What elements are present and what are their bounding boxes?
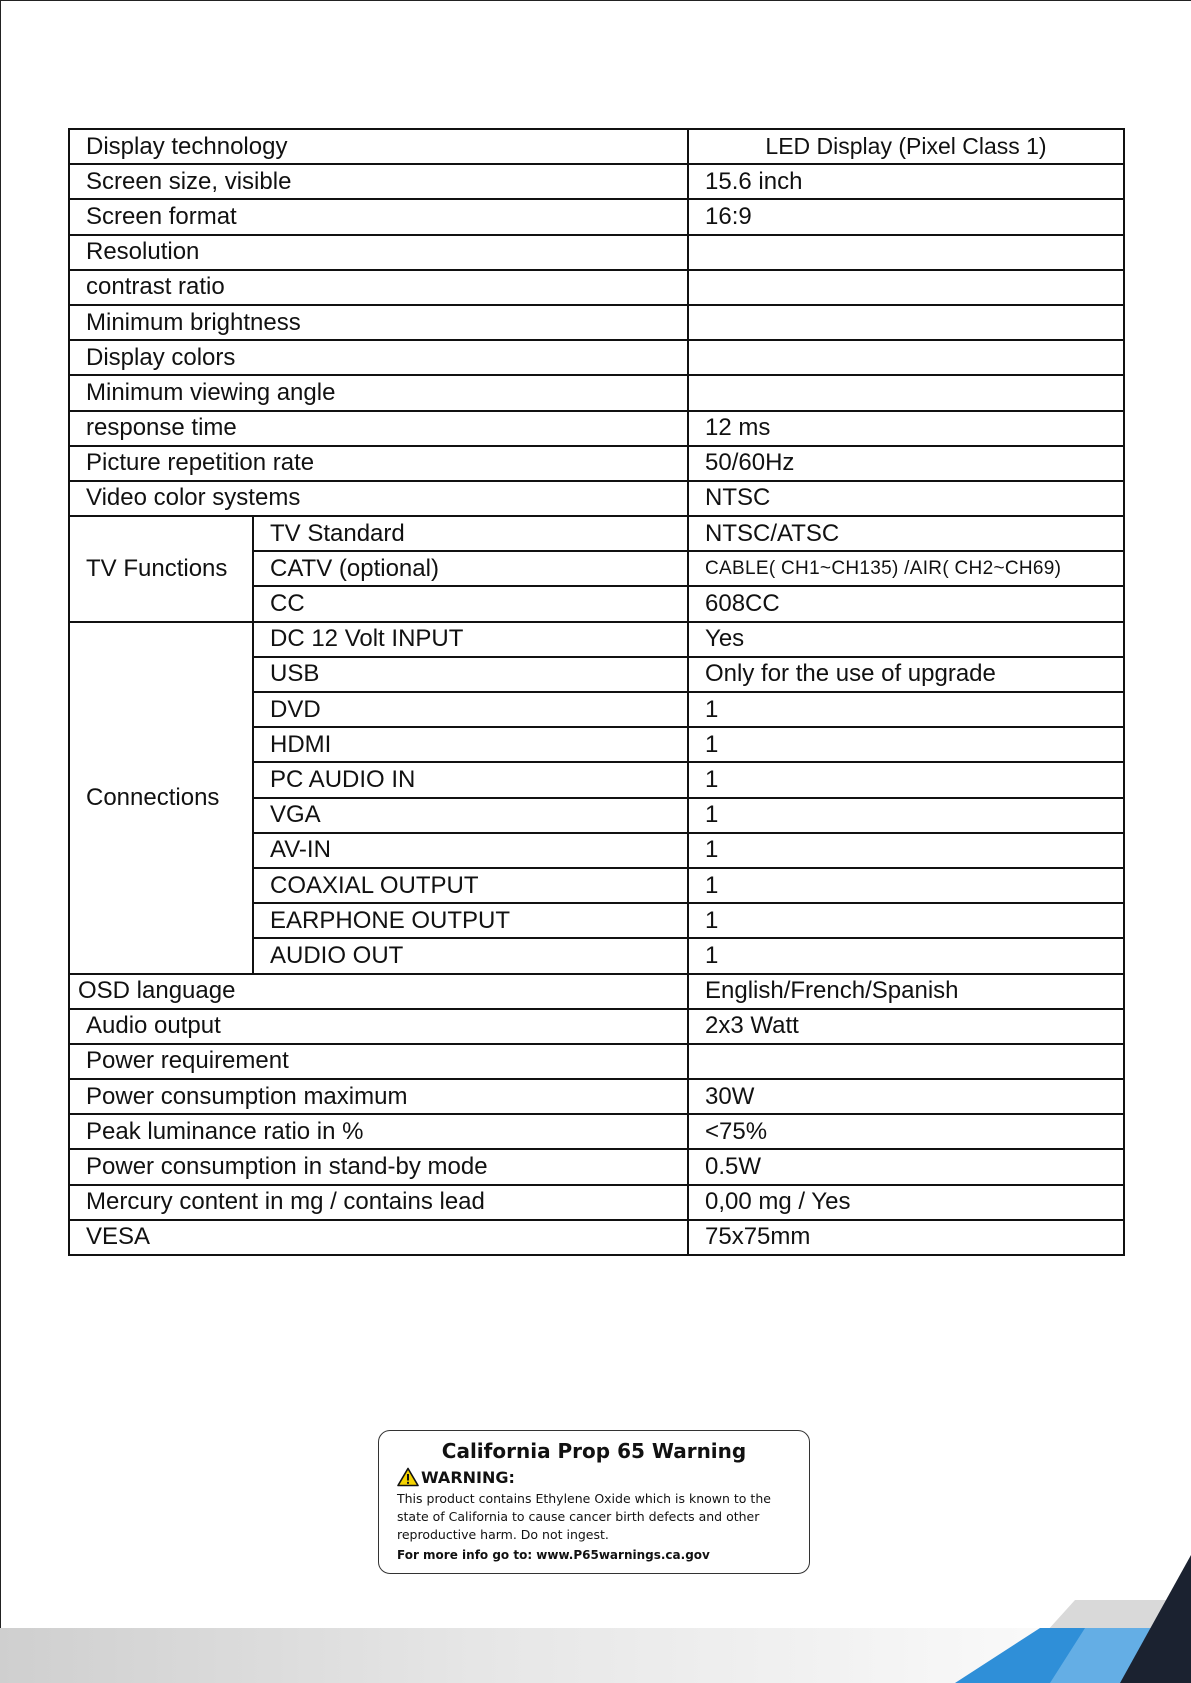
spec-label: HDMI xyxy=(253,727,688,762)
spec-label: Display colors xyxy=(69,340,688,375)
spec-value xyxy=(688,270,1124,305)
spec-row xyxy=(69,235,1124,270)
page-left-border xyxy=(0,0,1,1683)
spec-value: NTSC/ATSC xyxy=(688,516,1124,551)
prop65-more-info: For more info go to: www.P65warnings.ca.gov xyxy=(397,1548,710,1562)
prop65-title: California Prop 65 Warning xyxy=(441,1439,747,1463)
spec-value: 1 xyxy=(688,727,1124,762)
spec-label: response time xyxy=(69,411,688,446)
spec-value: 30W xyxy=(688,1079,1124,1114)
spec-value: 50/60Hz xyxy=(688,446,1124,481)
spec-label: Mercury content in mg / contains lead xyxy=(69,1185,688,1220)
spec-value: 16:9 xyxy=(688,199,1124,234)
spec-value: 1 xyxy=(688,903,1124,938)
spec-row xyxy=(69,481,1124,516)
spec-row xyxy=(69,1009,1124,1044)
spec-label: Video color systems xyxy=(69,481,688,516)
spec-value: 2x3 Watt xyxy=(688,1009,1124,1044)
spec-row xyxy=(69,411,1124,446)
spec-label: PC AUDIO IN xyxy=(253,762,688,797)
spec-value xyxy=(688,1044,1124,1079)
spec-row xyxy=(69,516,1124,551)
spec-value: 1 xyxy=(688,762,1124,797)
spec-row xyxy=(69,1114,1124,1149)
prop65-warning-label: WARNING: xyxy=(421,1467,515,1487)
spec-row xyxy=(69,199,1124,234)
spec-label: Peak luminance ratio in % xyxy=(69,1114,688,1149)
spec-row xyxy=(69,270,1124,305)
spec-row xyxy=(69,1185,1124,1220)
spec-label: COAXIAL OUTPUT xyxy=(253,868,688,903)
spec-value: English/French/Spanish xyxy=(688,974,1124,1009)
spec-label: AUDIO OUT xyxy=(253,938,688,973)
spec-row xyxy=(69,375,1124,410)
spec-value: 1 xyxy=(688,833,1124,868)
spec-row xyxy=(69,1079,1124,1114)
spec-row xyxy=(69,1149,1124,1184)
spec-label: USB xyxy=(253,657,688,692)
spec-row xyxy=(69,446,1124,481)
spec-label: Screen size, visible xyxy=(69,164,688,199)
spec-value: 15.6 inch xyxy=(688,164,1124,199)
spec-row xyxy=(69,129,1124,164)
spec-value: 75x75mm xyxy=(688,1220,1124,1255)
spec-value: 1 xyxy=(688,938,1124,973)
spec-value: CABLE( CH1~CH135) /AIR( CH2~CH69) xyxy=(688,551,1124,586)
spec-label: Audio output xyxy=(69,1009,688,1044)
spec-value: 1 xyxy=(688,868,1124,903)
spec-label: Display technology xyxy=(69,129,688,164)
spec-row xyxy=(69,1044,1124,1079)
spec-label: Power consumption maximum xyxy=(69,1079,688,1114)
footer-band xyxy=(0,1628,1191,1683)
spec-value: 0.5W xyxy=(688,1149,1124,1184)
spec-value xyxy=(688,235,1124,270)
spec-value: NTSC xyxy=(688,481,1124,516)
spec-value: 1 xyxy=(688,692,1124,727)
prop65-warning-line xyxy=(397,1467,791,1487)
spec-label: Minimum brightness xyxy=(69,305,688,340)
spec-label: VGA xyxy=(253,798,688,833)
spec-label: Power consumption in stand-by mode xyxy=(69,1149,688,1184)
spec-row xyxy=(69,974,1124,1009)
spec-value: LED Display (Pixel Class 1) xyxy=(688,129,1124,164)
spec-row xyxy=(69,622,1124,657)
spec-table xyxy=(68,128,1125,1256)
spec-label: OSD language xyxy=(69,974,688,1009)
tv-functions-label: TV Functions xyxy=(69,516,253,622)
spec-label: Picture repetition rate xyxy=(69,446,688,481)
spec-value: Only for the use of upgrade xyxy=(688,657,1124,692)
spec-row xyxy=(69,305,1124,340)
spec-label: DVD xyxy=(253,692,688,727)
spec-label: TV Standard xyxy=(253,516,688,551)
prop65-body: This product contains Ethylene Oxide which is known to the state of California to cause cancer birth defects and other reproductive harm. Do not ingest. xyxy=(397,1491,771,1542)
spec-label: Power requirement xyxy=(69,1044,688,1079)
spec-label: AV-IN xyxy=(253,833,688,868)
spec-row xyxy=(69,164,1124,199)
spec-value: 0,00 mg / Yes xyxy=(688,1185,1124,1220)
spec-label: CC xyxy=(253,586,688,621)
spec-label: contrast ratio xyxy=(69,270,688,305)
spec-value xyxy=(688,340,1124,375)
spec-value: 608CC xyxy=(688,586,1124,621)
spec-row xyxy=(69,340,1124,375)
prop65-warning-box xyxy=(378,1430,810,1574)
spec-label: EARPHONE OUTPUT xyxy=(253,903,688,938)
spec-row xyxy=(69,1220,1124,1255)
warning-triangle-icon xyxy=(397,1467,419,1487)
spec-value: 1 xyxy=(688,798,1124,833)
spec-label: Screen format xyxy=(69,199,688,234)
spec-label: DC 12 Volt INPUT xyxy=(253,622,688,657)
spec-value xyxy=(688,375,1124,410)
spec-value: <75% xyxy=(688,1114,1124,1149)
spec-label: Minimum viewing angle xyxy=(69,375,688,410)
spec-label: Resolution xyxy=(69,235,688,270)
spec-value xyxy=(688,305,1124,340)
spec-label: VESA xyxy=(69,1220,688,1255)
spec-value: Yes xyxy=(688,622,1124,657)
connections-label: Connections xyxy=(69,622,253,974)
spec-value: 12 ms xyxy=(688,411,1124,446)
page-top-border xyxy=(0,0,1191,1)
spec-label: CATV (optional) xyxy=(253,551,688,586)
